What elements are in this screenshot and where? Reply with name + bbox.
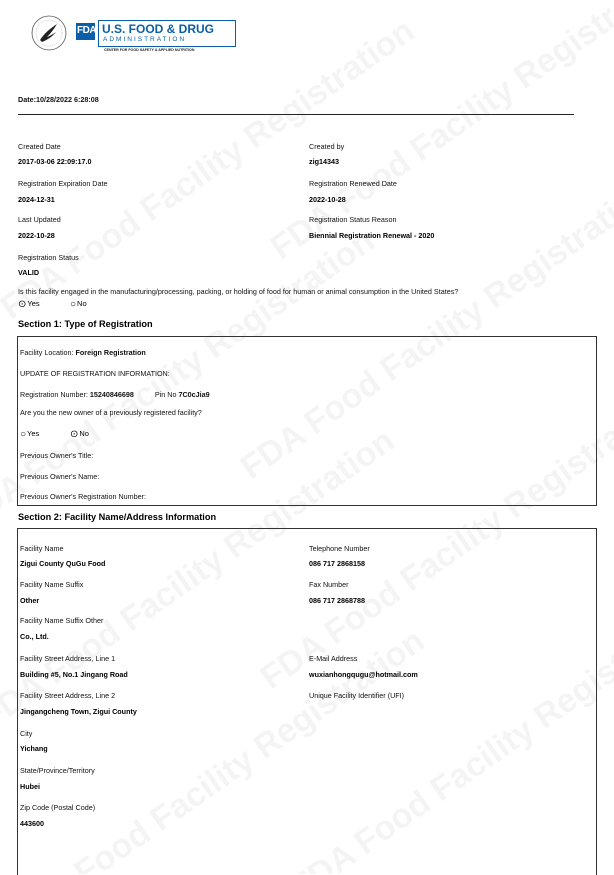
agency-name-box (98, 20, 236, 47)
street2-label: Facility Street Address, Line 2 (20, 691, 116, 700)
fda-box-text: FDA (77, 25, 97, 36)
radio-selected-icon: ⊙ (18, 299, 27, 310)
suffix-value: Other (20, 596, 40, 605)
new-owner-no-radio[interactable] (70, 429, 89, 440)
city-value: Yichang (20, 744, 48, 753)
prev-owner-reg-label: Previous Owner's Registration Number: (20, 492, 147, 501)
report-date: Date:10/28/2022 6:28:08 (18, 95, 99, 104)
zip-value: 443600 (20, 819, 44, 828)
facility-location-row (20, 348, 146, 357)
header-divider (18, 114, 574, 115)
watermark-text (0, 11, 422, 327)
email-value: wuxianhongqugu@hotmail.com (309, 670, 418, 679)
street2-value: Jingangcheng Town, Zigui County (20, 707, 137, 716)
reg-number-row (20, 390, 210, 399)
status-reason-value: Biennial Registration Renewal - 2020 (309, 231, 435, 240)
city-label: City (20, 729, 33, 738)
pin-value: 7C0cJia9 (178, 390, 210, 399)
fax-label: Fax Number (309, 580, 349, 589)
telephone-label: Telephone Number (309, 544, 370, 553)
engaged-no-radio[interactable] (70, 299, 87, 310)
new-owner-question: Are you the new owner of a previously registered facility? (20, 408, 202, 417)
new-owner-yes-radio[interactable] (20, 429, 39, 440)
status-label: Registration Status (18, 253, 79, 262)
facility-location-value: Foreign Registration (75, 348, 146, 357)
status-reason-label: Registration Status Reason (309, 215, 397, 224)
last-updated-value: 2022-10-28 (18, 231, 55, 240)
state-value: Hubei (20, 782, 40, 791)
created-date-label: Created Date (18, 142, 61, 151)
agency-line1: U.S. FOOD & DRUG (102, 22, 215, 36)
street1-label: Facility Street Address, Line 1 (20, 654, 116, 663)
created-by-label: Created by (309, 142, 345, 151)
radio-empty-icon: ○ (70, 299, 77, 310)
update-label: UPDATE OF REGISTRATION INFORMATION: (20, 369, 170, 378)
expiration-value: 2024-12-31 (18, 195, 55, 204)
facility-name-value: Zigui County QuGu Food (20, 559, 106, 568)
suffix-label: Facility Name Suffix (20, 580, 84, 589)
renewed-label: Registration Renewed Date (309, 179, 397, 188)
engaged-question: Is this facility engaged in the manufacturing/processing, packing, or holding of food for human or animal consumption in the United States? (18, 287, 459, 296)
ufi-label: Unique Facility Identifier (UFI) (309, 691, 405, 700)
radio-label: Yes (27, 429, 40, 438)
status-value: VALID (18, 268, 40, 277)
section1-box (17, 336, 597, 506)
created-by-value: zig14343 (309, 157, 339, 166)
expiration-label: Registration Expiration Date (18, 179, 108, 188)
pin-label: Pin No (154, 390, 177, 399)
prev-owner-title-label: Previous Owner's Title: (20, 451, 94, 460)
telephone-value: 086 717 2868158 (309, 559, 365, 568)
state-label: State/Province/Territory (20, 766, 95, 775)
watermark-text (264, 0, 614, 268)
fda-box-logo (76, 23, 95, 40)
reg-number-label: Registration Number: (20, 390, 88, 399)
facility-name-label: Facility Name (20, 544, 64, 553)
hhs-seal-icon (30, 14, 68, 52)
radio-selected-icon: ⊙ (70, 429, 79, 440)
facility-location-label: Facility Location: (20, 348, 74, 357)
agency-line3: CENTER FOR FOOD SAFETY & APPLIED NUTRITION (104, 48, 195, 52)
renewed-value: 2022-10-28 (309, 195, 346, 204)
zip-label: Zip Code (Postal Code) (20, 803, 96, 812)
fax-value: 086 717 2868788 (309, 596, 365, 605)
suffix-other-value: Co., Ltd. (20, 632, 49, 641)
radio-label: No (79, 429, 89, 438)
suffix-other-label: Facility Name Suffix Other (20, 616, 104, 625)
prev-owner-name-label: Previous Owner's Name: (20, 472, 100, 481)
created-date-value: 2017-03-06 22:09:17.0 (18, 157, 92, 166)
engaged-yes-radio[interactable] (18, 299, 40, 310)
radio-label: Yes (27, 299, 40, 308)
section2-box (17, 528, 597, 875)
section2-title: Section 2: Facility Name/Address Information (18, 512, 217, 522)
radio-empty-icon: ○ (20, 429, 27, 440)
section1-title: Section 1: Type of Registration (18, 319, 153, 329)
agency-line2: ADMINISTRATION (103, 36, 187, 43)
street1-value: Building #5, No.1 Jingang Road (20, 670, 128, 679)
reg-number-value: 15240846698 (89, 390, 134, 399)
radio-label: No (77, 299, 87, 308)
last-updated-label: Last Updated (18, 215, 61, 224)
email-label: E-Mail Address (309, 654, 358, 663)
